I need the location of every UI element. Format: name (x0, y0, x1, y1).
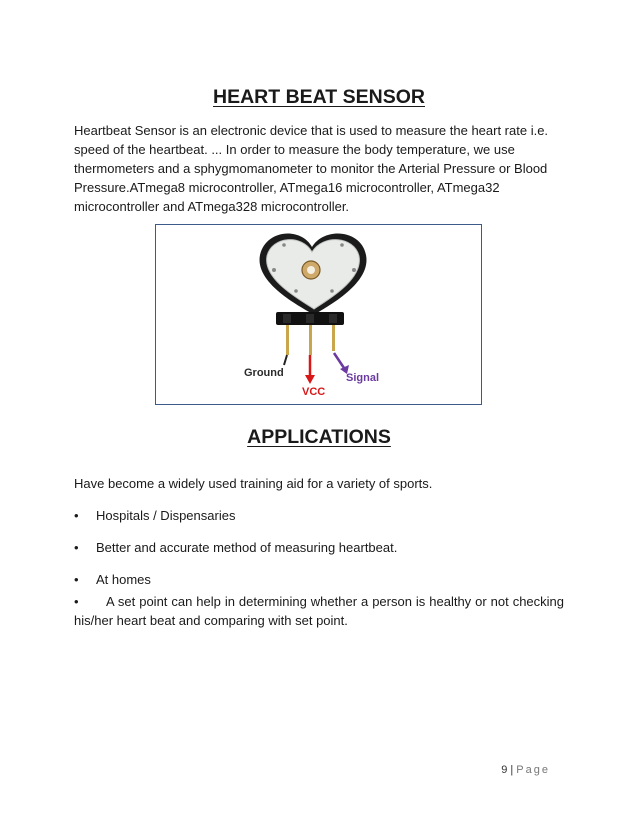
list-item (74, 592, 564, 630)
list-item (74, 538, 568, 557)
applications-lead: Have become a widely used training aid for a variety of sports. (74, 476, 433, 491)
page-title-heart-beat-sensor: HEART BEAT SENSOR (213, 86, 425, 108)
list-item-text: At homes (96, 572, 151, 587)
pin-ground (286, 325, 289, 355)
list-item (74, 570, 568, 589)
heartbeat-sensor-image (156, 225, 481, 404)
list-item-text: Hospitals / Dispensaries (96, 508, 236, 523)
bullet-icon: • (74, 508, 79, 523)
label-signal: Signal (346, 372, 380, 384)
pin-vcc (309, 325, 312, 355)
pin-signal (332, 325, 335, 351)
page-word: Page (516, 764, 550, 776)
sensor-figure (155, 224, 482, 405)
list-item-text: Better and accurate method of measuring heartbeat. (96, 540, 398, 555)
list-item-text: A set point can help in determining whether a person is healthy or not checking his/her heart beat and comparing with set point. (74, 594, 564, 628)
bullet-icon: • (74, 594, 79, 609)
label-vcc: VCC (302, 386, 326, 398)
page-number: 9 (501, 764, 508, 776)
bullet-icon: • (74, 572, 79, 587)
page-footer (501, 764, 550, 776)
intro-paragraph: Heartbeat Sensor is an electronic device that is used to measure the heart rate i.e. speed of the heartbeat. ... In order to measure the body temperature, we use thermometers and a sphygmomanometer to monitor the Arterial Pressure or Blood Pressure.ATmega8 microcontroller, ATmega16 microcontroller, ATmega32 microcontroller and ATmega328 microcontroller. (74, 123, 549, 214)
footer-separator: | (510, 764, 514, 776)
label-ground: Ground (244, 367, 284, 379)
list-item (74, 506, 568, 525)
section-title-applications: APPLICATIONS (247, 426, 391, 448)
bullet-icon: • (74, 540, 79, 555)
